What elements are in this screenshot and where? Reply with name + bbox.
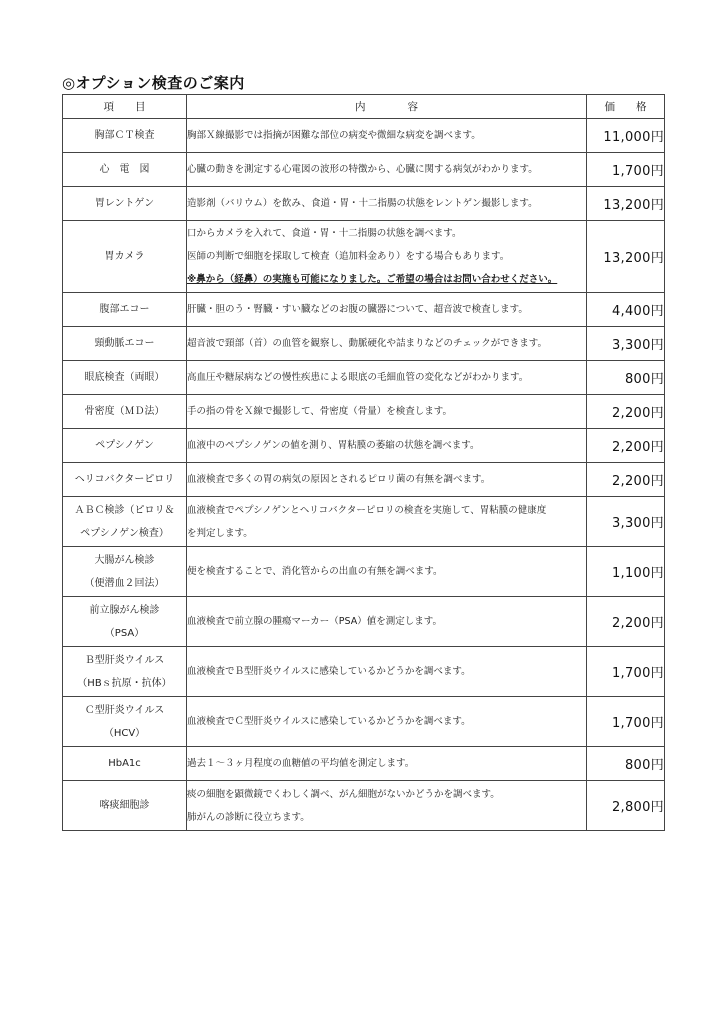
row-price: 3,300円 [587, 327, 665, 361]
table-row [63, 153, 665, 187]
row-price: 1,700円 [587, 697, 665, 747]
table-row [63, 187, 665, 221]
row-content: 血液検査で多くの胃の病気の原因とされるピロリ菌の有無を調べます。 [187, 463, 587, 497]
table-row [63, 463, 665, 497]
row-item: ペプシノゲン [63, 429, 187, 463]
row-content: 便を検査することで、消化管からの出血の有無を調べます。 [187, 547, 587, 597]
row-content: 血液検査で前立腺の腫瘍マーカー（PSA）値を測定します。 [187, 597, 587, 647]
table-row [63, 221, 665, 293]
row-item: 大腸がん検診 （便潜血２回法） [63, 547, 187, 597]
table-row [63, 429, 665, 463]
row-content: 手の指の骨をＸ線で撮影して、骨密度（骨量）を検査します。 [187, 395, 587, 429]
row-price: 2,200円 [587, 429, 665, 463]
table-row [63, 547, 665, 597]
row-item: ヘリコバクターピロリ [63, 463, 187, 497]
table-row [63, 497, 665, 547]
row-price: 800円 [587, 747, 665, 781]
row-item: 骨密度（ＭＤ法） [63, 395, 187, 429]
row-price: 2,800円 [587, 781, 665, 831]
row-content: 胸部Ｘ線撮影では指摘が困難な部位の病変や微細な病変を調べます。 [187, 119, 587, 153]
row-price: 13,200円 [587, 221, 665, 293]
row-price: 2,200円 [587, 395, 665, 429]
row-content: 血液検査でＣ型肝炎ウイルスに感染しているかどうかを調べます。 [187, 697, 587, 747]
row-content: 血液検査でペプシノゲンとヘリコバクターピロリの検査を実施して、胃粘膜の健康度 を判定します。 [187, 497, 587, 547]
row-price: 13,200円 [587, 187, 665, 221]
row-item: 頸動脈エコー [63, 327, 187, 361]
table-row [63, 647, 665, 697]
row-item: 胃レントゲン [63, 187, 187, 221]
row-item: 心 電 図 [63, 153, 187, 187]
row-item: 喀痰細胞診 [63, 781, 187, 831]
row-price: 800円 [587, 361, 665, 395]
row-price: 4,400円 [587, 293, 665, 327]
table-header-row [63, 95, 665, 119]
row-content: 血液中のペプシノゲンの値を測り、胃粘膜の萎縮の状態を調べます。 [187, 429, 587, 463]
table-row [63, 781, 665, 831]
row-content: 造影剤（バリウム）を飲み、食道・胃・十二指腸の状態をレントゲン撮影します。 [187, 187, 587, 221]
table-row [63, 119, 665, 153]
row-price: 1,700円 [587, 153, 665, 187]
table-row [63, 327, 665, 361]
row-price: 11,000円 [587, 119, 665, 153]
row-item: 前立腺がん検診 （PSA） [63, 597, 187, 647]
table-row [63, 361, 665, 395]
row-content: 口からカメラを入れて、食道・胃・十二指腸の状態を調べます。 医師の判断で細胞を採取して検査（追加料金あり）をする場合もあります。 ※鼻から（経鼻）の実施も可能になりました。ご希望の場合はお問い合わせください。 [187, 221, 587, 293]
row-item: Ｃ型肝炎ウイルス （HCV） [63, 697, 187, 747]
row-price: 2,200円 [587, 463, 665, 497]
row-price: 2,200円 [587, 597, 665, 647]
row-item: 腹部エコー [63, 293, 187, 327]
row-item: ＡＢＣ検診（ピロリ＆ ペプシノゲン検査） [63, 497, 187, 547]
table-row [63, 697, 665, 747]
row-item: HbA1c [63, 747, 187, 781]
table-row [63, 597, 665, 647]
row-content: 過去１～３ヶ月程度の血糖値の平均値を測定します。 [187, 747, 587, 781]
row-item: 眼底検査（両眼） [63, 361, 187, 395]
row-content: 心臓の動きを測定する心電図の波形の特徴から、心臓に関する病気がわかります。 [187, 153, 587, 187]
table-row [63, 747, 665, 781]
row-content: 血液検査でＢ型肝炎ウイルスに感染しているかどうかを調べます。 [187, 647, 587, 697]
table-row [63, 293, 665, 327]
row-item: 胃カメラ [63, 221, 187, 293]
row-price: 1,100円 [587, 547, 665, 597]
row-content: 肝臓・胆のう・腎臓・すい臓などのお腹の臓器について、超音波で検査します。 [187, 293, 587, 327]
header-price: 価 格 [587, 95, 665, 119]
page-title: ◎オプション検査のご案内 [62, 74, 245, 92]
row-content: 超音波で頸部（首）の血管を観察し、動脈硬化や詰まりなどのチェックができます。 [187, 327, 587, 361]
row-item: Ｂ型肝炎ウイルス （HBｓ抗原・抗体） [63, 647, 187, 697]
row-content: 高血圧や糖尿病などの慢性疾患による眼底の毛細血管の変化などがわかります。 [187, 361, 587, 395]
row-price: 1,700円 [587, 647, 665, 697]
row-price: 3,300円 [587, 497, 665, 547]
header-item: 項 目 [63, 95, 187, 119]
header-content: 内 容 [187, 95, 587, 119]
row-content: 痰の細胞を顕微鏡でくわしく調べ、がん細胞がないかどうかを調べます。 肺がんの診断に役立ちます。 [187, 781, 587, 831]
table-row [63, 395, 665, 429]
row-item: 胸部ＣＴ検査 [63, 119, 187, 153]
price-table [62, 94, 665, 831]
row-note: ※鼻から（経鼻）の実施も可能になりました。ご希望の場合はお問い合わせください。 [187, 274, 558, 285]
